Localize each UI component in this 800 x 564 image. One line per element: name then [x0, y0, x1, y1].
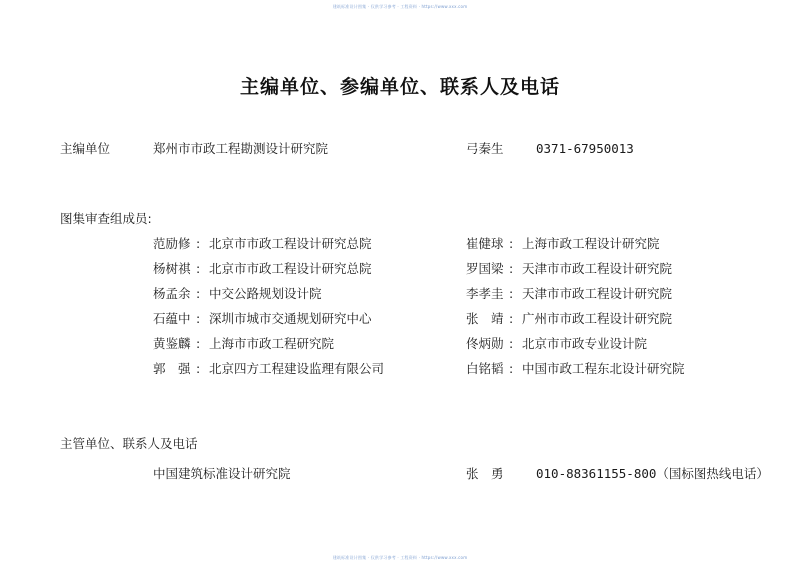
chief-unit-contact: 弓秦生: [466, 141, 504, 156]
competent-unit-label: 主管单位、联系人及电话: [60, 436, 198, 451]
chief-unit-org: 郑州市市政工程勘测设计研究院: [153, 141, 329, 156]
member-org: 广州市市政工程设计研究院: [522, 311, 673, 326]
member-name: 佟炳勋: [466, 336, 504, 351]
member-name: 杨树祺: [153, 261, 191, 276]
member-name: 白铭韬: [466, 361, 504, 376]
member-org: 中交公路规划设计院: [209, 286, 322, 301]
review-member-row: [0, 261, 800, 277]
review-member-row: [0, 286, 800, 302]
member-org: 上海市政工程设计研究院: [522, 236, 660, 251]
competent-unit-phone: 010-88361155-800（国标图热线电话）: [536, 466, 769, 481]
member-org: 北京四方工程建设监理有限公司: [209, 361, 385, 376]
member-name: 杨孟余: [153, 286, 191, 301]
member-org: 天津市市政工程设计研究院: [522, 286, 673, 301]
colon: :: [196, 336, 201, 351]
colon: :: [196, 236, 201, 251]
colon: :: [509, 361, 514, 376]
watermark-bottom: 建筑标准设计图集 · 仅供学习参考 · 工程资料 · https://www.xxx.com: [332, 555, 468, 560]
page-title: 主编单位、参编单位、联系人及电话: [239, 76, 560, 98]
member-name: 张 靖: [466, 311, 504, 326]
member-org: 天津市市政工程设计研究院: [522, 261, 673, 276]
chief-unit-phone: 0371-67950013: [536, 141, 634, 156]
review-member-row: [0, 236, 800, 252]
colon: :: [196, 361, 201, 376]
member-org: 北京市市政专业设计院: [522, 336, 648, 351]
member-name: 石蕴中: [153, 311, 191, 326]
colon: :: [509, 261, 514, 276]
member-name: 李孝圭: [466, 286, 504, 301]
competent-unit-contact: 张 勇: [466, 466, 504, 481]
colon: :: [509, 311, 514, 326]
competent-unit-org: 中国建筑标准设计研究院: [153, 466, 291, 481]
colon: :: [509, 336, 514, 351]
member-org: 深圳市城市交通规划研究中心: [209, 311, 372, 326]
member-name: 郭 强: [153, 361, 191, 376]
member-org: 上海市市政工程研究院: [209, 336, 335, 351]
member-name: 罗国梁: [466, 261, 504, 276]
colon: :: [196, 311, 201, 326]
member-name: 崔健球: [466, 236, 504, 251]
colon: :: [196, 261, 201, 276]
colon: :: [196, 286, 201, 301]
review-member-row: [0, 311, 800, 327]
member-name: 范励修: [153, 236, 191, 251]
review-group-label: 图集审查组成员:: [60, 211, 152, 226]
colon: :: [509, 286, 514, 301]
review-member-row: [0, 336, 800, 352]
watermark-top: 建筑标准设计图集 · 仅供学习参考 · 工程资料 · https://www.xxx.com: [332, 4, 468, 9]
review-member-row: [0, 361, 800, 377]
member-name: 黄鉴麟: [153, 336, 191, 351]
member-org: 中国市政工程东北设计研究院: [522, 361, 685, 376]
chief-unit-label: 主编单位: [60, 141, 111, 156]
colon: :: [509, 236, 514, 251]
member-org: 北京市市政工程设计研究总院: [209, 236, 372, 251]
member-org: 北京市市政工程设计研究总院: [209, 261, 372, 276]
